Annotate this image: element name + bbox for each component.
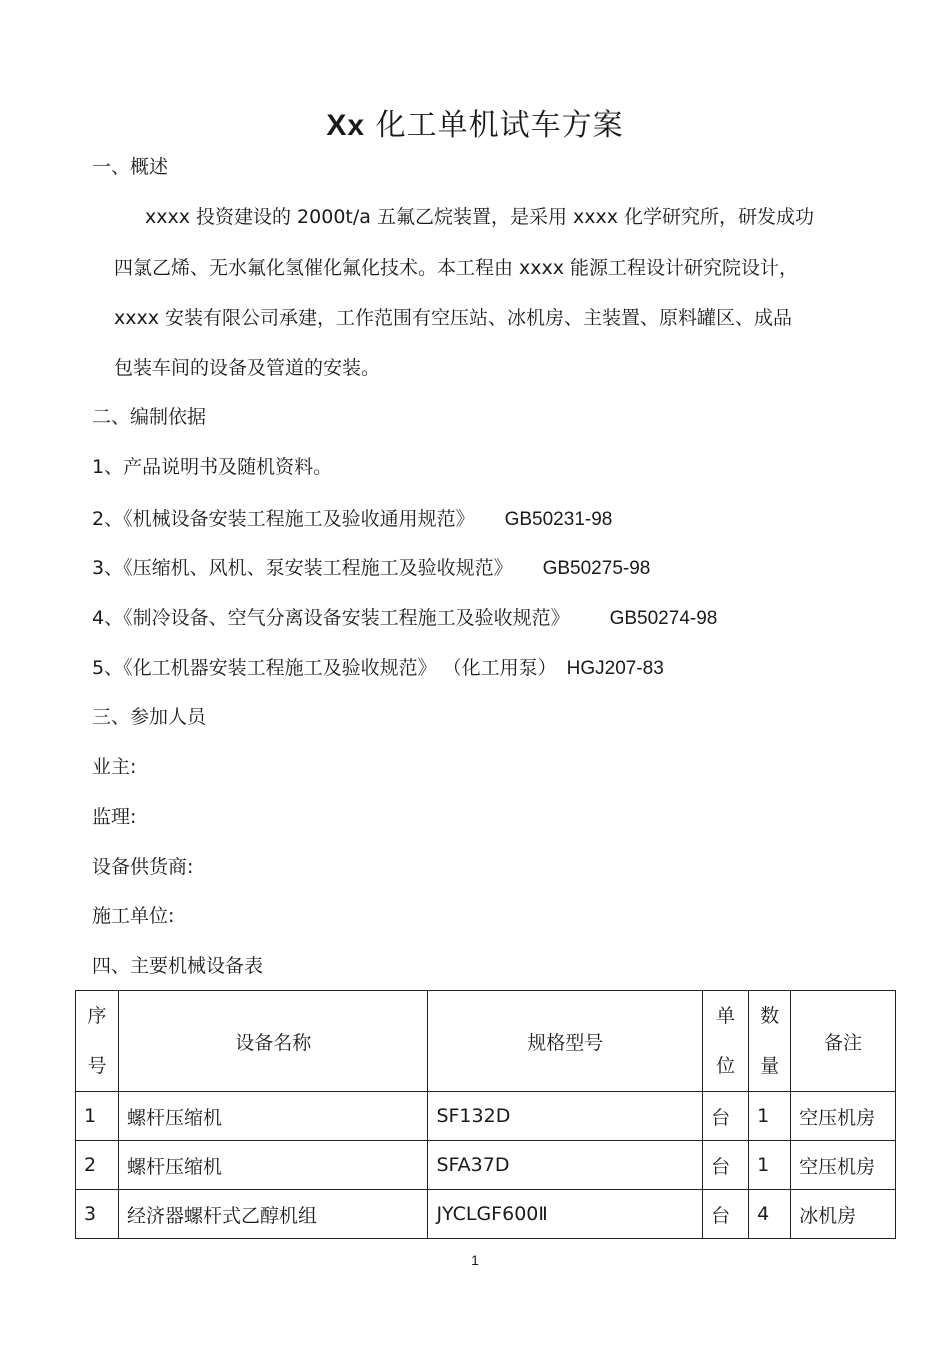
header-name: 设备名称 [118,991,427,1092]
header-no: 序 号 [76,991,119,1092]
section-heading-basis: 二、编制依据 [92,406,207,428]
cell-model: SF132D [428,1092,703,1141]
header-qty: 数 量 [749,991,791,1092]
cell-qty: 1 [749,1141,791,1190]
cell-remark: 冰机房 [791,1190,896,1239]
personnel-owner: 业主: [92,756,137,778]
cell-remark: 空压机房 [791,1141,896,1190]
cell-no: 1 [76,1092,119,1141]
basis-item-text: 2、《机械设备安装工程施工及验收通用规范》 [92,508,475,530]
cell-unit: 台 [703,1190,749,1239]
basis-item-code: GB50231-98 [504,509,613,530]
table-row [76,1092,896,1141]
cell-name: 螺杆压缩机 [118,1141,427,1190]
page-number: 1 [471,1252,479,1268]
overview-line-3: xxxx 安装有限公司承建，工作范围有空压站、冰机房、主装置、原料罐区、成品 [114,307,793,329]
cell-qty: 4 [749,1190,791,1239]
overview-line-4: 包装车间的设备及管道的安装。 [114,357,381,379]
personnel-supervisor: 监理: [92,806,137,828]
basis-item-4 [92,604,717,633]
basis-item-1 [92,453,332,481]
overview-line-2: 四氯乙烯、无水氟化氢催化氟化技术。本工程由 xxxx 能源工程设计研究院设计， [114,257,799,279]
section-heading-personnel: 三、参加人员 [92,706,207,728]
title-bold: Xx [326,109,366,142]
overview-line-1: xxxx 投资建设的 2000t/a 五氟乙烷装置，是采用 xxxx 化学研究所，研发成功 [145,206,815,228]
equipment-table [75,990,896,1239]
basis-item-2 [92,505,612,534]
header-unit: 单 位 [703,991,749,1092]
cell-remark: 空压机房 [791,1092,896,1141]
personnel-supplier: 设备供货商: [92,856,194,878]
cell-name: 螺杆压缩机 [118,1092,427,1141]
personnel-contractor: 施工单位: [92,905,175,927]
header-remark: 备注 [791,991,896,1092]
cell-unit: 台 [703,1141,749,1190]
section-heading-overview: 一、概述 [92,156,169,178]
basis-item-code: HGJ207-83 [566,658,664,679]
cell-no: 3 [76,1190,119,1239]
header-model: 规格型号 [428,991,703,1092]
table-row [76,1141,896,1190]
basis-item-text: 1、产品说明书及随机资料。 [92,456,333,478]
basis-item-text: 3、《压缩机、风机、泵安装工程施工及验收规范》 [92,557,513,579]
section-heading-equipment: 四、主要机械设备表 [92,955,264,977]
cell-qty: 1 [749,1092,791,1141]
cell-no: 2 [76,1141,119,1190]
table-header-row [76,991,896,1092]
table-row [76,1190,896,1239]
basis-item-code: GB50275-98 [542,558,651,579]
page-title [0,100,950,144]
cell-unit: 台 [703,1092,749,1141]
basis-item-3 [92,554,650,583]
cell-model: SFA37D [428,1141,703,1190]
basis-item-5 [92,654,664,683]
cell-model: JYCLGF600Ⅱ [428,1190,703,1239]
basis-item-text: 4、《制冷设备、空气分离设备安装工程施工及验收规范》 [92,607,570,629]
basis-item-code: GB50274-98 [609,608,718,629]
cell-name: 经济器螺杆式乙醇机组 [118,1190,427,1239]
title-text: 化工单机试车方案 [375,108,624,143]
basis-item-text: 5、《化工机器安装工程施工及验收规范》 （化工用泵） [92,657,557,679]
